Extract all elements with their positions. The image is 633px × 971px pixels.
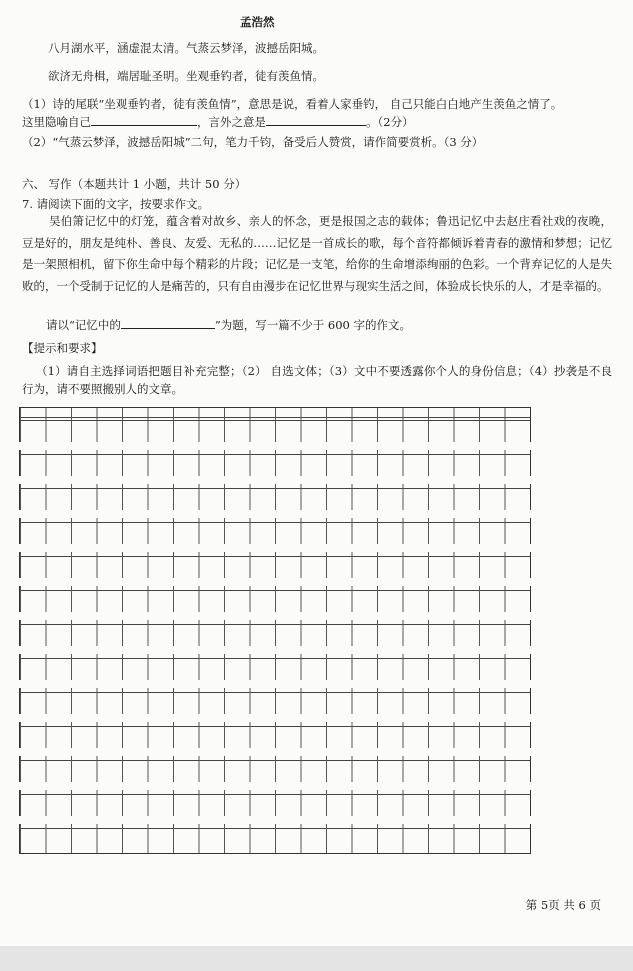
grid-row-gap	[19, 510, 531, 518]
grid-row-gap	[19, 748, 531, 756]
question-1-middle: ，言外之意是	[197, 115, 266, 129]
viewer-bottom-bar	[0, 946, 633, 971]
grid-row-gap	[19, 476, 531, 484]
grid-row-gap	[19, 578, 531, 586]
hints-title: 【提示和要求】	[22, 341, 103, 355]
essay-task-suffix: ”为题，写一篇不少于 600 字的作文。	[214, 318, 412, 332]
question-1-line-1: （1）诗的尾联“坐观垂钓者，徒有羡鱼情”，意思是说，看着人家垂钓， 自己只能白白地产生羡鱼之情了。	[22, 97, 563, 111]
essay-task-prefix: 请以“记忆中的	[46, 318, 121, 332]
poem-author: 孟浩然	[240, 15, 275, 29]
grid-row-gap	[19, 646, 531, 654]
hints-text: （1）请自主选择词语把题目补充完整；（2） 自选文体；（3）文中不要透露你个人的身份信息；（4）抄袭是不良行为，请不要照搬别人的文章。	[22, 364, 612, 396]
grid-row-gap	[19, 782, 531, 790]
section-title: 六、 写作（本题共计 1 小题，共计 50 分）	[22, 177, 247, 191]
question-2: （2）“气蒸云梦泽，波撼岳阳城”二句，笔力千钧，备受后人赞赏，请作简要赏析。（3 分）	[22, 135, 484, 149]
grid-row-gap	[19, 544, 531, 552]
answer-blank-1[interactable]	[91, 113, 197, 126]
grid-row-gap	[19, 612, 531, 620]
question-7-prompt: 7. 请阅读下面的文字，按要求作文。	[22, 197, 210, 211]
reading-passage: 吴伯箫记忆中的灯笼，蕴含着对故乡、亲人的怀念，更是报国之志的载体；鲁迅记忆中去赵庄看社戏的夜晚，豆是好的，朋友是纯朴、善良、友爱、无私的……记忆是一首成长的歌，每个音符都倾诉着青春的激情和梦想；记忆是一架照相机，留下你生命中每个精彩的片段；记忆是一支笔，给你的生命增添绚丽的色彩。一个背弃记忆的人是失败的，一个受制于记忆的人是痛苦的，只有自由漫步在记忆世界与现实生活之间，体验成长快乐的人，才是幸福的。	[22, 214, 612, 293]
grid-row-gap	[19, 680, 531, 688]
question-1-score: 。（2分）	[366, 115, 414, 129]
grid-row-gap	[19, 714, 531, 722]
grid-row-gap	[19, 816, 531, 824]
grid-row-gap	[19, 442, 531, 450]
question-1-prefix: 这里隐喻自己	[22, 115, 91, 129]
essay-task	[46, 316, 411, 333]
poem-line-2: 欲济无舟楫，端居耻圣明。坐观垂钓者，徒有羡鱼情。	[48, 69, 324, 83]
page-number: 第 5页 共 6 页	[525, 898, 601, 912]
poem-line-1: 八月湖水平，涵虚混太清。气蒸云梦泽，波撼岳阳城。	[48, 41, 324, 55]
answer-blank-2[interactable]	[266, 113, 366, 126]
title-blank[interactable]	[121, 316, 215, 329]
question-1-line-2	[22, 113, 414, 130]
